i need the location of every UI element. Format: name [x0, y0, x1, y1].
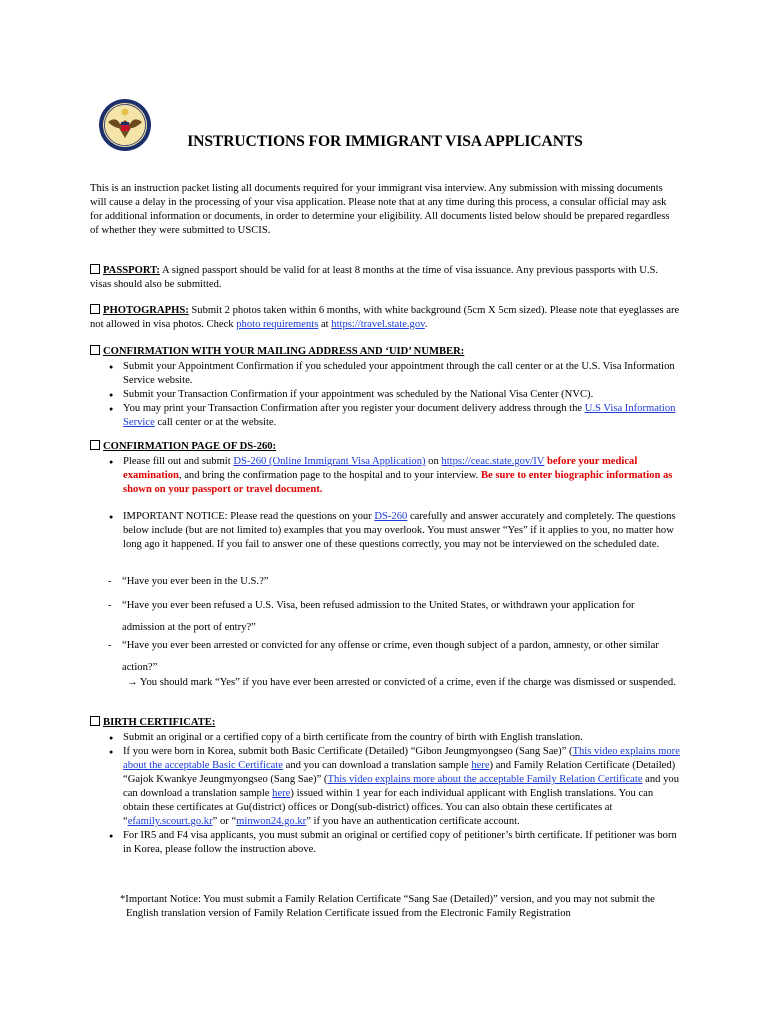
birth-b2-text5: ) issued within 1 year for each individual applicant with English translations. You can obtain these certificates at Gu(district) offices or Dong(sub-district) offices. You can also obtain these certificates at “: [123, 788, 654, 827]
list-item: [106, 510, 680, 552]
checkbox-ds260[interactable]: [90, 440, 100, 450]
birth-b2-text6: ” or “: [212, 816, 237, 827]
arrest-note-text: You should mark “Yes” if you have ever been arrested or convicted of a crime, even if the charge was dismissed or suspended.: [139, 677, 676, 688]
page-title: INSTRUCTIONS FOR IMMIGRANT VISA APPLICANTS: [187, 133, 583, 150]
confirmation-b3-text: You may print your Transaction Confirmation after you register your document delivery address through the: [123, 403, 585, 414]
photo-requirements-link[interactable]: photo requirements: [236, 319, 319, 330]
arrow-icon: →: [127, 677, 138, 688]
ds260-list: [106, 455, 680, 552]
question-1: - “Have you ever been in the U.S.?”: [108, 573, 678, 591]
list-item: [106, 745, 680, 829]
translation-sample-link-1[interactable]: here: [471, 760, 490, 771]
question-3: - “Have you ever been arrested or convicted for any offense or crime, even though subject of a pardon, amnesty, or other similar action?”: [108, 635, 678, 679]
confirmation-heading: CONFIRMATION WITH YOUR MAILING ADDRESS AND ‘UID’ NUMBER:: [103, 346, 465, 357]
photographs-text-end: .: [424, 319, 428, 330]
us-visa-info-service-link[interactable]: U.S Visa Information Service: [123, 403, 676, 428]
list-item: ● Submit your Transaction Confirmation if your appointment was scheduled by the National Visa Center (NVC).: [106, 388, 680, 402]
birth-b2-text4: and you can download a translation sample: [123, 774, 680, 799]
ds260-warning-medical: before your medical examination: [123, 456, 638, 481]
checkbox-passport[interactable]: [90, 264, 100, 274]
translation-sample-link-2[interactable]: here: [272, 788, 291, 799]
checkbox-confirmation[interactable]: [90, 345, 100, 355]
birth-heading: BIRTH CERTIFICATE:: [103, 717, 216, 728]
birth-b2-text7: ” if you have an authentication certificate account.: [306, 816, 520, 827]
efamily-link[interactable]: efamily.scourt.go.kr: [127, 816, 213, 827]
question-3-text: “Have you ever been arrested or convicted for any offense or crime, even though subject of a pardon, amnesty, or other similar action?”: [122, 640, 659, 673]
confirmation-b3-tail: call center or at the website.: [154, 417, 277, 428]
section-birth-certificate: [90, 716, 680, 857]
list-item: [106, 455, 680, 497]
list-item: ● For IR5 and F4 visa applicants, you must submit an original or certified copy of petitioner’s birth certificate. If petitioner was born in Korea, please follow the instruction above.: [106, 829, 680, 857]
question-2-text: “Have you ever been refused a U.S. Visa, been refused admission to the United States, or withdrawn your application for admission at the port of entry?”: [122, 600, 635, 633]
ds260-application-link[interactable]: DS-260 (Online Immigrant Visa Application): [233, 456, 426, 467]
checkbox-birth-certificate[interactable]: [90, 716, 100, 726]
passport-text: A signed passport should be valid for at least 8 months at the time of visa issuance. Any previous passports with U.S. visas should also be submitted.: [90, 265, 659, 290]
ds260-link[interactable]: DS-260: [374, 511, 408, 522]
photographs-heading: PHOTOGRAPHS:: [103, 305, 189, 316]
section-passport: [90, 264, 680, 292]
list-item: ● Submit your Appointment Confirmation if you scheduled your appointment through the call center or at the U.S. Visa Information Service website.: [106, 360, 680, 388]
section-ds260: [90, 440, 680, 552]
question-2: - “Have you ever been refused a U.S. Visa, been refused admission to the United States, or withdrawn your application for admission at the port of entry?”: [108, 595, 678, 639]
section-photographs: [90, 304, 680, 332]
ds260-notice-text2: carefully and answer accurately and completely. The questions below include (but are not limited to) examples that you may overlook. You must answer “Yes” if it applies to you, no matter how long ago it happened. If you fail to answer one of these questions correctly, you may not be interviewed on the scheduled date.: [123, 511, 676, 550]
important-notice: *Important Notice: You must submit a Family Relation Certificate “Sang Sae (Detailed)” version, and you may not submit the English translation version of Family Relation Certificate issued from the Electronic Family Registration: [120, 894, 655, 919]
list-item: [106, 402, 680, 430]
intro-paragraph: This is an instruction packet listing all documents required for your immigrant visa interview. Any submission with missing documents will cause a delay in the processing of your visa application. Please note that at any time during this process, a consular official may ask for additional information or documents, in order to determine your eligibility. All documents listed below should be prepared regardless of whether they were submitted to USCIS.: [90, 183, 670, 236]
travel-state-gov-link[interactable]: https://travel.state.gov: [331, 319, 425, 330]
list-item: ● Submit an original or a certified copy of a birth certificate from the country of birth with English translation.: [106, 731, 680, 745]
ds260-b1-text2: , and bring the confirmation page to the hospital and to your interview.: [178, 470, 481, 481]
confirmation-list: [106, 360, 680, 430]
family-relation-video-link[interactable]: This video explains more about the acceptable Family Relation Certificate: [327, 774, 643, 785]
ds260-b1-on: on: [425, 456, 442, 467]
ds260-heading: CONFIRMATION PAGE OF DS-260:: [103, 441, 277, 452]
ds260-notice-text: IMPORTANT NOTICE: Please read the questions on your: [123, 511, 375, 522]
arrest-note: [127, 676, 677, 690]
basic-certificate-video-link[interactable]: This video explains more about the acceptable Basic Certificate: [123, 746, 680, 771]
section-confirmation: [90, 345, 680, 430]
question-1-text: “Have you ever been in the U.S.?”: [122, 576, 269, 587]
birth-b2-text2: and you can download a translation sample: [283, 760, 472, 771]
birth-b2-text3: ) and Family Relation Certificate (Detailed) “Gajok Kwankye Jeungmyongseo (Sang Sae)” (: [123, 760, 676, 785]
checkbox-photographs[interactable]: [90, 304, 100, 314]
passport-heading: PASSPORT:: [103, 265, 160, 276]
photographs-text: Submit 2 photos taken within 6 months, with white background (5cm X 5cm sized). Please note that eyeglasses are not allowed in visa photos. Check: [90, 305, 680, 330]
minwon24-link[interactable]: minwon24.go.kr: [236, 816, 307, 827]
ds260-warning-biographic: Be sure to enter biographic information as shown on your passport or travel document.: [123, 470, 673, 495]
birth-list: [106, 731, 680, 857]
ds260-b1-text: Please fill out and submit: [123, 456, 234, 467]
birth-b2-text: If you were born in Korea, submit both Basic Certificate (Detailed) “Gibon Jeungmyongseo (Sang Sae)” (: [123, 746, 573, 757]
ceac-link[interactable]: https://ceac.state.gov/IV: [441, 456, 545, 467]
photographs-text-at: at: [318, 319, 332, 330]
